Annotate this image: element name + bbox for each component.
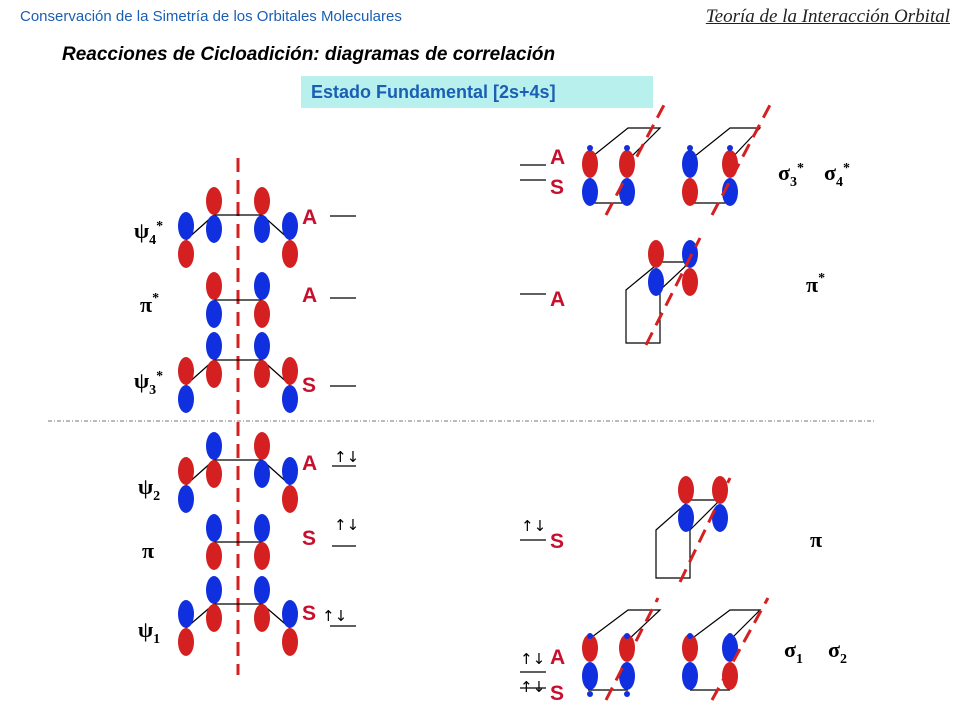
label-psi1: $\psi_1$ [138,617,161,647]
electrons-sigma-2: ↑↓ [520,678,546,696]
label-psi4-star: $\psi_4^*$ [134,218,164,248]
sym-alkene-pi: S [550,530,565,553]
label-sigma1: $\sigma_1$ [784,637,803,667]
header-right-title: Teoría de la Interacción Orbital [705,6,950,27]
sigma-orbitals-diagram [582,598,768,700]
header-left-title: Conservación de la Simetría de los Orbitales Moleculares [20,8,402,25]
label-psi2: $\psi_2$ [138,474,161,504]
sigma-star-orbitals-diagram [582,105,770,215]
label-pi-star: π* [140,291,160,317]
label-sigma3-star: $\sigma_3^*$ [778,160,804,190]
label-sigma4-star: $\sigma_4^*$ [824,160,850,190]
electrons-psi2: ↑↓ [334,448,360,466]
alkene-pi-diagram [656,476,730,582]
electrons-alkene-pi: ↑↓ [521,517,547,535]
state-label-box: Estado Fundamental [2s+4s] [301,76,653,108]
sym-psi2: A [302,452,318,475]
alkene-pi-star-diagram [626,238,700,345]
label-psi3-star: $\psi_3^*$ [134,368,164,398]
sym-psi4-star: A [302,206,318,229]
sym-sigma-2: S [550,682,565,705]
sym-pi-star: A [302,284,318,307]
page-subtitle: Reacciones de Cicloadición: diagramas de correlación [62,44,556,65]
electrons-psi1: ↑↓ [322,607,348,625]
label-pi: π [142,538,155,563]
electrons-sigma-1: ↑↓ [520,650,546,668]
label-alkene-pi: π [810,527,823,552]
sym-sigma-star-2: S [550,176,565,199]
sym-psi3-star: S [302,374,317,397]
sym-pi: S [302,527,317,550]
sym-psi1: S [302,602,317,625]
sym-sigma-1: A [550,646,566,669]
sym-sigma-star-1: A [550,146,566,169]
sym-alkene-pi-star: A [550,288,566,311]
label-sigma2: $\sigma_2$ [828,637,847,667]
label-alkene-pi-star: π* [806,271,826,297]
electrons-pi: ↑↓ [334,516,360,534]
